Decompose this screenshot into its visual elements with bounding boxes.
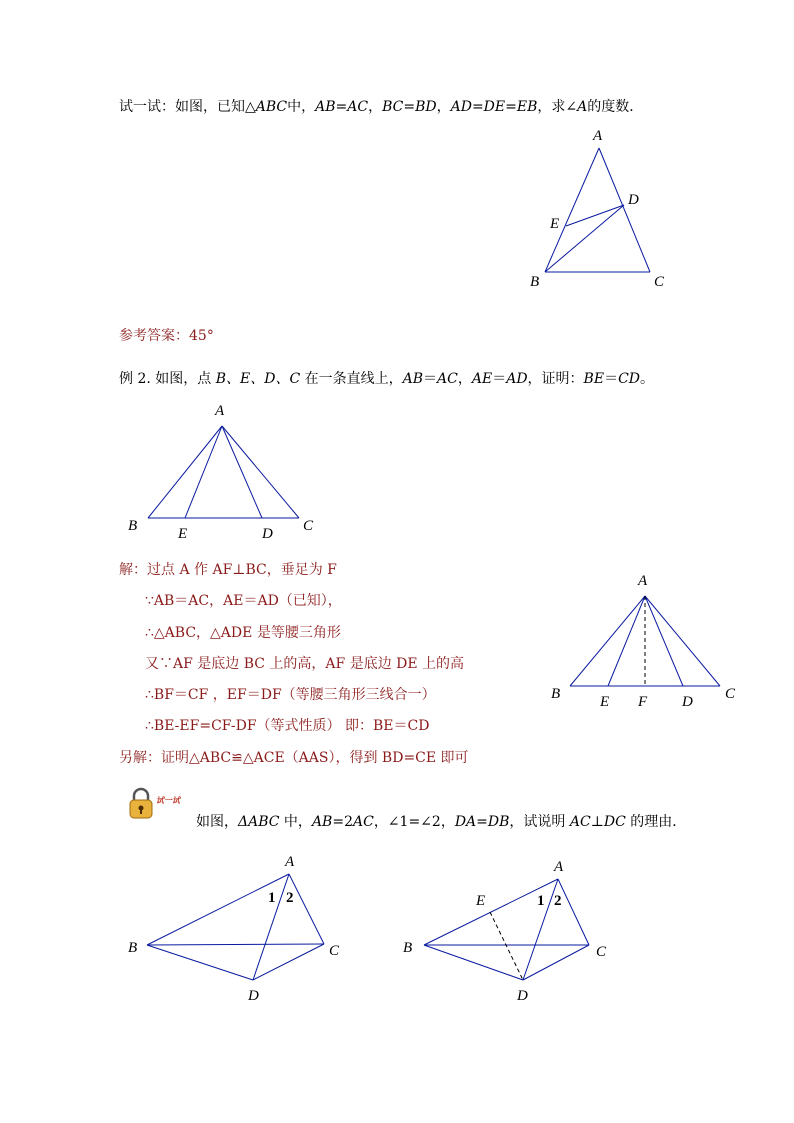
solution-line-4: 又∵AF 是底边 BC 上的高，AF 是底边 DE 上的高 <box>145 656 465 672</box>
solution-line-6: ∴BE-EF=CF-DF（等式性质） 即：BE＝CD <box>145 718 430 734</box>
practice-question: 如图，ΔABC 中，AB=2AC，∠1=∠2，DA=DB，试说明 AC⊥DC 的理由． <box>196 814 687 830</box>
practice-icon-text: 试一试 <box>156 796 180 805</box>
label-B: B <box>128 518 138 534</box>
label-F: F <box>638 694 648 710</box>
label-B: B <box>128 940 138 956</box>
label-A: A <box>285 854 295 870</box>
label-D: D <box>517 988 528 1004</box>
label-1: 1 <box>537 893 545 909</box>
label-C: C <box>329 943 340 959</box>
label-B: B <box>551 686 561 702</box>
label-2: 2 <box>554 893 562 909</box>
label-D: D <box>628 192 639 208</box>
segment-AB <box>424 879 558 945</box>
solution-alt: 另解：证明△ABC≌△ACE（AAS），得到 BD=CE 即可 <box>119 750 469 766</box>
label-C: C <box>303 518 314 534</box>
label-D: D <box>682 694 693 710</box>
label-C: C <box>654 274 665 290</box>
segment-AC <box>558 879 589 945</box>
label-2: 2 <box>286 890 294 906</box>
answer-1: 参考答案：45° <box>119 328 214 344</box>
label-1: 1 <box>268 890 276 906</box>
label-E: E <box>550 216 560 232</box>
label-E: E <box>600 694 610 710</box>
label-D: D <box>262 526 273 542</box>
solution-line-5: ∴BF＝CF ，EF＝DF（等腰三角形三线合一） <box>145 687 436 703</box>
solution-line-2: ∵AB＝AC，AE＝AD（已知）， <box>145 593 342 609</box>
label-C: C <box>596 944 607 960</box>
label-B: B <box>403 940 413 956</box>
solution-line-1: 解：过点 A 作 AF⊥BC，垂足为 F <box>119 562 337 578</box>
label-E: E <box>178 526 188 542</box>
label-D: D <box>248 988 259 1004</box>
label-A: A <box>554 859 564 875</box>
label-A: A <box>593 128 603 144</box>
label-A: A <box>638 573 648 589</box>
label-C: C <box>725 686 736 702</box>
label-E: E <box>476 893 486 909</box>
solution-line-3: ∴△ABC，△ADE 是等腰三角形 <box>145 625 341 641</box>
label-B: B <box>530 274 540 290</box>
example-2-question: 例 2. 如图，点 B、E、D、C 在一条直线上，AB＝AC，AE＝AD，证明：BE＝CD。 <box>119 371 654 387</box>
question-1: 试一试：如图，已知△ABC中，AB=AC，BC=BD，AD=DE=EB，求∠A的度数． <box>119 99 644 115</box>
label-A: A <box>215 403 225 419</box>
